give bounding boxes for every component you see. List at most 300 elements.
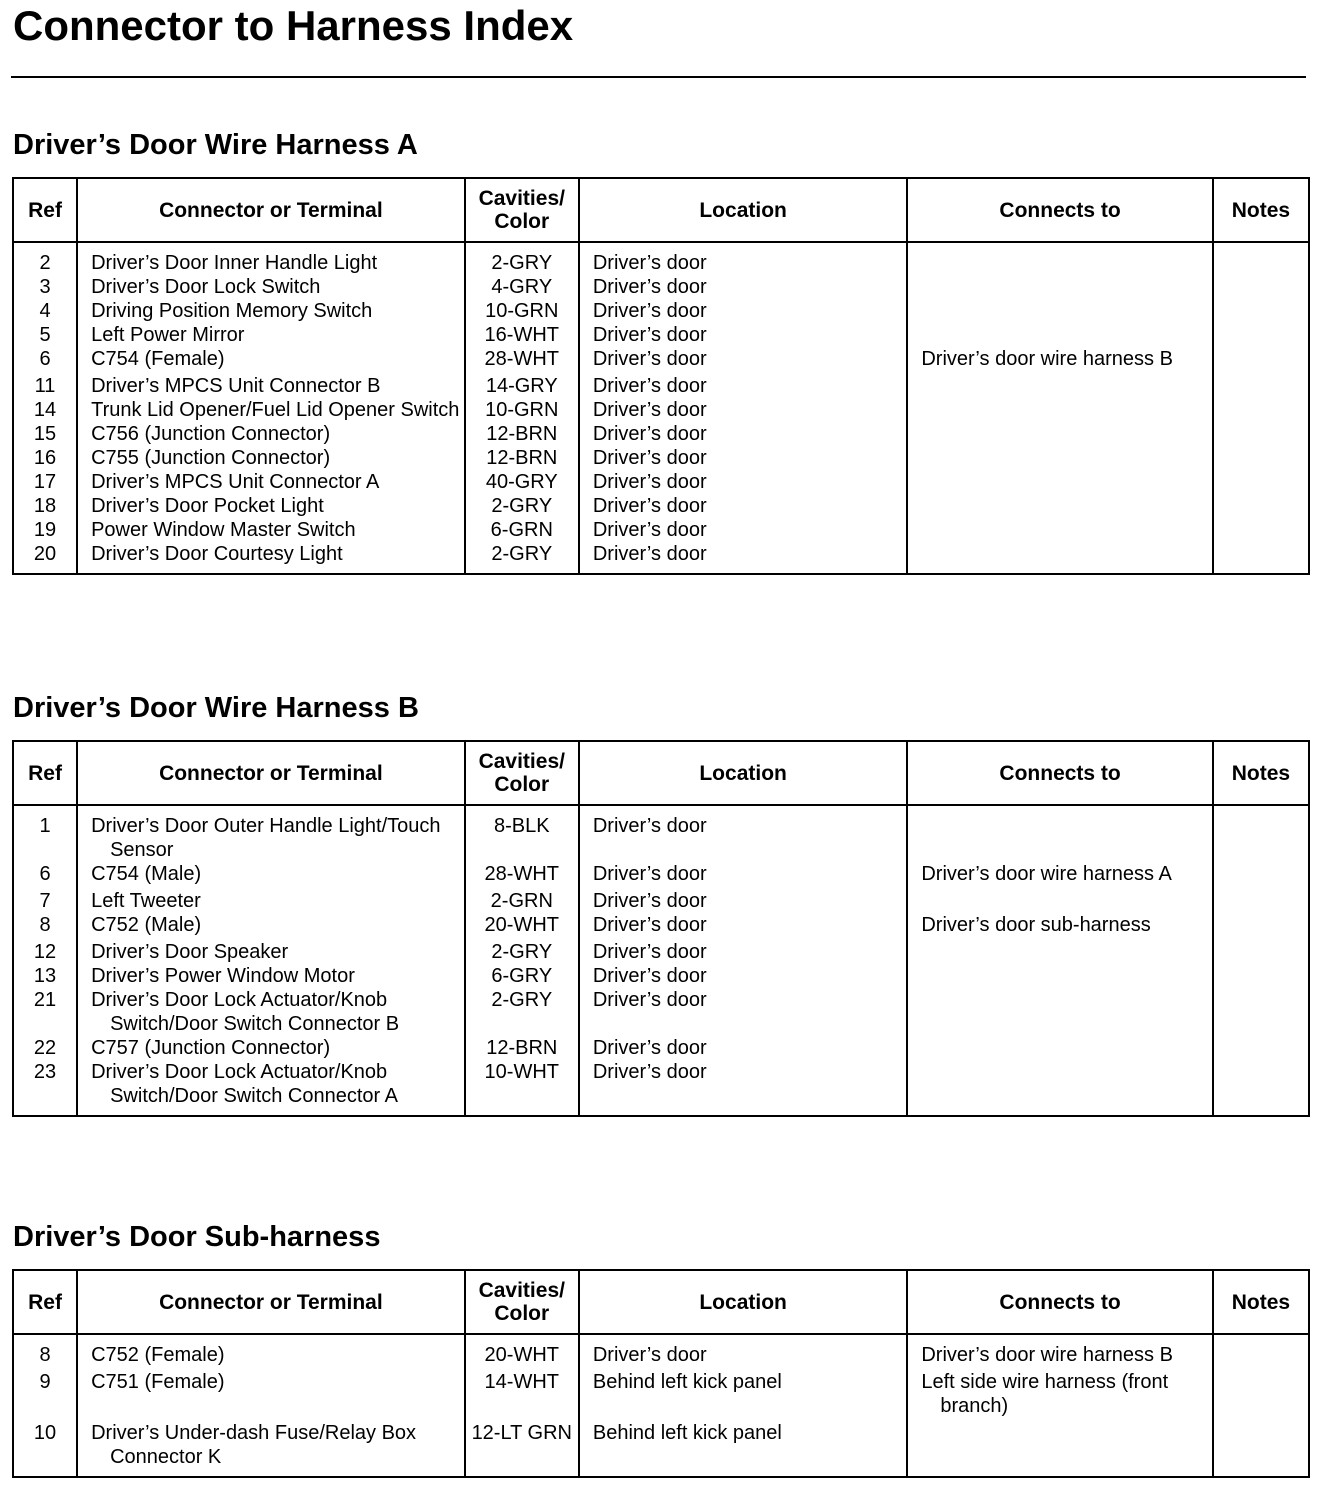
cell-ref-text: 13 — [33, 965, 57, 987]
table-row — [13, 988, 1309, 1036]
cell-connector-text: Driver’s Power Window Motor — [91, 965, 355, 987]
cell-ref — [13, 242, 77, 275]
cell-connector — [77, 323, 465, 347]
cell-connector — [77, 299, 465, 323]
cell-notes — [1213, 940, 1309, 964]
cell-notes — [1213, 988, 1309, 1036]
cell-connects-to — [907, 518, 1212, 542]
cell-connector-text: C751 (Female) — [91, 1371, 225, 1393]
cell-location-text: Driver’s door — [592, 300, 707, 322]
cell-notes — [1213, 494, 1309, 518]
cell-location-text: Driver’s door — [592, 471, 707, 493]
cell-cavities — [465, 323, 579, 347]
cell-connects-to — [907, 542, 1212, 574]
cell-notes — [1213, 1060, 1309, 1116]
cell-connector — [77, 518, 465, 542]
cell-connects-to-text: Driver’s door wire harness B — [921, 1344, 1173, 1366]
cell-ref-text: 23 — [33, 1061, 57, 1083]
table-header-row — [13, 178, 1309, 242]
cell-notes — [1213, 1036, 1309, 1060]
table-row — [13, 323, 1309, 347]
cell-notes — [1213, 862, 1309, 889]
cell-ref — [13, 1036, 77, 1060]
cell-ref — [13, 1060, 77, 1116]
cell-connects-to-text: Driver’s door sub-harness — [921, 914, 1151, 936]
header-ref: Ref — [13, 178, 77, 242]
cell-notes — [1213, 964, 1309, 988]
cell-location — [579, 1036, 908, 1060]
table-row — [13, 470, 1309, 494]
cell-location — [579, 275, 908, 299]
header-cavities: Cavities/ Color — [465, 178, 579, 242]
cell-ref — [13, 323, 77, 347]
cell-cavities-text: 10-GRN — [485, 300, 559, 322]
cell-cavities-text: 2-GRY — [491, 543, 553, 565]
cell-connects-to — [907, 422, 1212, 446]
cell-connects-to-text: Driver’s door wire harness B — [921, 348, 1173, 370]
cell-connects-to — [907, 299, 1212, 323]
cell-connects-to — [907, 446, 1212, 470]
cell-location — [579, 398, 908, 422]
cell-connects-to — [907, 913, 1212, 940]
cell-notes — [1213, 347, 1309, 374]
table-row — [13, 940, 1309, 964]
cell-location — [579, 988, 908, 1036]
cell-connects-to — [907, 1421, 1212, 1477]
cell-location — [579, 299, 908, 323]
cell-ref-text: 6 — [39, 348, 51, 370]
cell-ref — [13, 805, 77, 862]
cell-cavities-text: 10-WHT — [484, 1061, 559, 1083]
cell-connector-text: Left Tweeter — [91, 890, 201, 912]
cell-connector — [77, 542, 465, 574]
cell-connector-text: Driver’s Under-dash Fuse/Relay Box Connector K — [91, 1422, 417, 1468]
cell-location-text: Driver’s door — [592, 815, 707, 837]
header-location: Location — [579, 178, 908, 242]
cell-notes — [1213, 805, 1309, 862]
cell-ref-text: 17 — [33, 471, 57, 493]
cell-location-text: Driver’s door — [592, 348, 707, 370]
cell-cavities-text: 14-GRY — [485, 375, 558, 397]
cell-ref-text: 5 — [39, 324, 51, 346]
cell-connects-to — [907, 470, 1212, 494]
cell-cavities-text: 14-WHT — [484, 1371, 559, 1393]
cell-ref-text: 15 — [33, 423, 57, 445]
cell-connector — [77, 940, 465, 964]
table-row — [13, 275, 1309, 299]
cell-notes — [1213, 542, 1309, 574]
cell-cavities-text: 8-BLK — [493, 815, 550, 837]
cell-location — [579, 470, 908, 494]
cell-connector-text: C752 (Female) — [91, 1344, 225, 1366]
table-row — [13, 862, 1309, 889]
cell-location-text: Driver’s door — [592, 495, 707, 517]
cell-location — [579, 374, 908, 398]
cell-location-text: Driver’s door — [592, 423, 707, 445]
cell-ref-text: 11 — [34, 375, 56, 397]
table-row — [13, 518, 1309, 542]
sub-harness-table — [12, 1269, 1310, 1478]
header-ref: Ref — [13, 741, 77, 805]
cell-location-text: Driver’s door — [592, 375, 707, 397]
header-cavities: Cavities/ Color — [465, 741, 579, 805]
cell-ref-text: 4 — [39, 300, 51, 322]
cell-ref-text: 2 — [39, 252, 51, 274]
cell-cavities-text: 2-GRY — [491, 495, 553, 517]
cell-connector-text: Driver’s MPCS Unit Connector B — [91, 375, 381, 397]
harness-b-table — [12, 740, 1310, 1117]
cell-connects-to-text: Left side wire harness (front branch) — [921, 1371, 1169, 1417]
table-row — [13, 1421, 1309, 1477]
cell-cavities-text: 6-GRN — [490, 519, 553, 541]
table-row — [13, 889, 1309, 913]
cell-connects-to — [907, 494, 1212, 518]
cell-ref-text: 12 — [33, 941, 57, 963]
cell-connector — [77, 374, 465, 398]
cell-connects-to — [907, 242, 1212, 275]
cell-ref-text: 1 — [39, 815, 51, 837]
cell-connector — [77, 1421, 465, 1477]
cell-notes — [1213, 446, 1309, 470]
cell-connector — [77, 275, 465, 299]
cell-ref — [13, 275, 77, 299]
table-header-row — [13, 741, 1309, 805]
cell-notes — [1213, 1334, 1309, 1370]
cell-connects-to — [907, 940, 1212, 964]
table-row — [13, 242, 1309, 275]
cell-notes — [1213, 398, 1309, 422]
table-row — [13, 446, 1309, 470]
cell-cavities-text: 6-GRY — [491, 965, 553, 987]
cell-cavities-text: 20-WHT — [484, 914, 559, 936]
cell-ref-text: 22 — [33, 1037, 57, 1059]
cell-cavities — [465, 988, 579, 1036]
cell-location-text: Driver’s door — [592, 324, 707, 346]
cell-cavities-text: 28-WHT — [484, 863, 559, 885]
cell-cavities — [465, 1060, 579, 1116]
cell-connector — [77, 398, 465, 422]
cell-location-text: Driver’s door — [592, 252, 707, 274]
cell-connector-text: C755 (Junction Connector) — [91, 447, 331, 469]
cell-cavities — [465, 398, 579, 422]
cell-cavities-text: 20-WHT — [484, 1344, 559, 1366]
table-row — [13, 1334, 1309, 1370]
cell-location — [579, 422, 908, 446]
cell-connector — [77, 889, 465, 913]
cell-connects-to — [907, 889, 1212, 913]
cell-ref — [13, 1421, 77, 1477]
cell-cavities — [465, 242, 579, 275]
page-title: Connector to Harness Index — [13, 2, 574, 49]
cell-connector-text: C752 (Male) — [91, 914, 202, 936]
cell-connector-text: Driving Position Memory Switch — [91, 300, 373, 322]
cell-connector-text: Driver’s Door Lock Actuator/Knob Switch/Door Switch Connector A — [91, 1061, 398, 1107]
cell-location — [579, 1370, 908, 1421]
cell-connector-text: Driver’s Door Inner Handle Light — [91, 252, 378, 274]
cell-cavities — [465, 275, 579, 299]
cell-connects-to — [907, 1370, 1212, 1421]
cell-location-text: Driver’s door — [592, 1061, 707, 1083]
cell-connector — [77, 1060, 465, 1116]
cell-location — [579, 805, 908, 862]
cell-location-text: Driver’s door — [592, 1037, 707, 1059]
cell-cavities-text: 2-GRY — [491, 989, 553, 1011]
cell-location-text: Driver’s door — [592, 965, 707, 987]
cell-location-text: Driver’s door — [592, 543, 707, 565]
header-connects-to: Connects to — [907, 178, 1212, 242]
header-connector: Connector or Terminal — [77, 178, 465, 242]
cell-connector — [77, 494, 465, 518]
cell-connector — [77, 1036, 465, 1060]
cell-location-text: Driver’s door — [592, 863, 707, 885]
header-connector: Connector or Terminal — [77, 741, 465, 805]
cell-connector — [77, 805, 465, 862]
cell-location-text: Driver’s door — [592, 1344, 707, 1366]
cell-ref-text: 9 — [39, 1371, 51, 1393]
cell-location — [579, 1421, 908, 1477]
cell-location — [579, 446, 908, 470]
cell-cavities-text: 12-BRN — [486, 1037, 558, 1059]
cell-connector-text: Driver’s Door Pocket Light — [91, 495, 324, 517]
cell-location-text: Behind left kick panel — [592, 1371, 782, 1393]
cell-ref-text: 7 — [39, 890, 51, 912]
cell-notes — [1213, 1421, 1309, 1477]
cell-location — [579, 1060, 908, 1116]
section-title-sub-harness: Driver’s Door Sub-harness — [13, 1221, 381, 1253]
section-title-harness-a: Driver’s Door Wire Harness A — [13, 129, 418, 161]
cell-cavities — [465, 542, 579, 574]
cell-location — [579, 323, 908, 347]
cell-ref — [13, 494, 77, 518]
cell-ref-text: 21 — [33, 989, 57, 1011]
cell-ref — [13, 1334, 77, 1370]
cell-location-text: Driver’s door — [592, 914, 707, 936]
cell-connector-text: C754 (Female) — [91, 348, 225, 370]
table-row — [13, 964, 1309, 988]
cell-cavities — [465, 347, 579, 374]
cell-connects-to — [907, 1060, 1212, 1116]
cell-cavities — [465, 1036, 579, 1060]
title-divider — [11, 76, 1306, 78]
cell-ref — [13, 988, 77, 1036]
cell-cavities — [465, 862, 579, 889]
cell-ref — [13, 1370, 77, 1421]
cell-connects-to — [907, 275, 1212, 299]
cell-notes — [1213, 374, 1309, 398]
cell-cavities-text: 4-GRY — [491, 276, 553, 298]
cell-location-text: Driver’s door — [592, 890, 707, 912]
cell-ref — [13, 470, 77, 494]
cell-location — [579, 494, 908, 518]
cell-connector — [77, 988, 465, 1036]
cell-notes — [1213, 470, 1309, 494]
cell-location-text: Behind left kick panel — [592, 1422, 782, 1444]
cell-ref — [13, 347, 77, 374]
cell-notes — [1213, 889, 1309, 913]
cell-cavities-text: 12-BRN — [486, 423, 558, 445]
cell-ref-text: 20 — [33, 543, 57, 565]
cell-cavities-text: 2-GRY — [491, 941, 553, 963]
cell-cavities — [465, 913, 579, 940]
cell-connects-to — [907, 347, 1212, 374]
cell-cavities — [465, 964, 579, 988]
cell-connects-to — [907, 964, 1212, 988]
cell-cavities — [465, 494, 579, 518]
table-header-row — [13, 1270, 1309, 1334]
header-location: Location — [579, 741, 908, 805]
cell-connector — [77, 470, 465, 494]
cell-cavities — [465, 446, 579, 470]
cell-connector — [77, 446, 465, 470]
cell-connector-text: Driver’s Door Outer Handle Light/Touch Sensor — [91, 815, 441, 861]
cell-cavities-text: 2-GRN — [490, 890, 553, 912]
table-row — [13, 299, 1309, 323]
table-row — [13, 1060, 1309, 1116]
cell-ref-text: 8 — [39, 914, 51, 936]
table-row — [13, 398, 1309, 422]
cell-connector — [77, 242, 465, 275]
table-row — [13, 422, 1309, 446]
cell-connects-to — [907, 374, 1212, 398]
header-cavities: Cavities/ Color — [465, 1270, 579, 1334]
cell-location — [579, 940, 908, 964]
cell-ref-text: 14 — [33, 399, 57, 421]
table-row — [13, 374, 1309, 398]
header-notes: Notes — [1213, 178, 1309, 242]
cell-connector — [77, 913, 465, 940]
header-location: Location — [579, 1270, 908, 1334]
cell-ref-text: 6 — [39, 863, 51, 885]
cell-notes — [1213, 913, 1309, 940]
cell-location-text: Driver’s door — [592, 276, 707, 298]
cell-connects-to — [907, 988, 1212, 1036]
cell-notes — [1213, 242, 1309, 275]
cell-cavities — [465, 1421, 579, 1477]
cell-connector-text: Driver’s Door Speaker — [91, 941, 289, 963]
cell-connects-to — [907, 1036, 1212, 1060]
cell-cavities-text: 10-GRN — [485, 399, 559, 421]
table-row — [13, 913, 1309, 940]
harness-a-table — [12, 177, 1310, 575]
cell-connector-text: Driver’s Door Lock Switch — [91, 276, 321, 298]
cell-ref — [13, 964, 77, 988]
cell-location — [579, 862, 908, 889]
cell-ref — [13, 542, 77, 574]
cell-location — [579, 1334, 908, 1370]
table-row — [13, 347, 1309, 374]
cell-ref-text: 3 — [39, 276, 51, 298]
cell-location — [579, 964, 908, 988]
cell-cavities-text: 28-WHT — [484, 348, 559, 370]
cell-connector-text: Driver’s Door Lock Actuator/Knob Switch/Door Switch Connector B — [91, 989, 400, 1035]
cell-notes — [1213, 518, 1309, 542]
cell-ref — [13, 518, 77, 542]
cell-connector — [77, 862, 465, 889]
cell-location — [579, 347, 908, 374]
cell-connector-text: C754 (Male) — [91, 863, 202, 885]
cell-cavities — [465, 374, 579, 398]
cell-cavities — [465, 1370, 579, 1421]
cell-location-text: Driver’s door — [592, 447, 707, 469]
cell-connector — [77, 1334, 465, 1370]
cell-location — [579, 242, 908, 275]
cell-ref-text: 16 — [33, 447, 57, 469]
cell-connector-text: Driver’s Door Courtesy Light — [91, 543, 343, 565]
cell-connector-text: C757 (Junction Connector) — [91, 1037, 331, 1059]
cell-connector — [77, 1370, 465, 1421]
cell-ref — [13, 889, 77, 913]
cell-cavities — [465, 299, 579, 323]
cell-connector-text: C756 (Junction Connector) — [91, 423, 331, 445]
cell-cavities — [465, 422, 579, 446]
table-row — [13, 1370, 1309, 1421]
cell-location — [579, 889, 908, 913]
cell-location — [579, 913, 908, 940]
header-notes: Notes — [1213, 1270, 1309, 1334]
cell-location-text: Driver’s door — [592, 941, 707, 963]
cell-notes — [1213, 422, 1309, 446]
cell-cavities-text: 12-BRN — [486, 447, 558, 469]
cell-connects-to — [907, 323, 1212, 347]
cell-cavities-text: 16-WHT — [484, 324, 559, 346]
cell-connects-to — [907, 805, 1212, 862]
cell-location-text: Driver’s door — [592, 399, 707, 421]
table-row — [13, 542, 1309, 574]
cell-ref-text: 8 — [39, 1344, 51, 1366]
cell-cavities-text: 2-GRY — [491, 252, 553, 274]
cell-connects-to — [907, 1334, 1212, 1370]
cell-cavities — [465, 940, 579, 964]
cell-ref-text: 10 — [33, 1422, 57, 1444]
table-row — [13, 494, 1309, 518]
header-notes: Notes — [1213, 741, 1309, 805]
cell-connects-to-text: Driver’s door wire harness A — [921, 863, 1172, 885]
table-row — [13, 805, 1309, 862]
cell-connects-to — [907, 398, 1212, 422]
cell-ref — [13, 862, 77, 889]
cell-notes — [1213, 299, 1309, 323]
section-title-harness-b: Driver’s Door Wire Harness B — [13, 692, 419, 724]
cell-location-text: Driver’s door — [592, 519, 707, 541]
cell-connector-text: Driver’s MPCS Unit Connector A — [91, 471, 380, 493]
cell-cavities — [465, 889, 579, 913]
cell-ref — [13, 940, 77, 964]
cell-ref-text: 19 — [33, 519, 57, 541]
cell-connector-text: Left Power Mirror — [91, 324, 245, 346]
cell-location — [579, 542, 908, 574]
cell-ref — [13, 299, 77, 323]
cell-cavities-text: 40-GRY — [485, 471, 558, 493]
cell-ref — [13, 374, 77, 398]
header-connects-to: Connects to — [907, 741, 1212, 805]
cell-ref — [13, 446, 77, 470]
cell-cavities-text: 12-LT GRN — [471, 1422, 572, 1444]
cell-connects-to — [907, 862, 1212, 889]
cell-notes — [1213, 275, 1309, 299]
cell-location — [579, 518, 908, 542]
cell-cavities — [465, 1334, 579, 1370]
cell-notes — [1213, 1370, 1309, 1421]
cell-connector — [77, 964, 465, 988]
cell-notes — [1213, 323, 1309, 347]
cell-connector-text: Trunk Lid Opener/Fuel Lid Opener Switch — [91, 399, 460, 421]
cell-connector-text: Power Window Master Switch — [91, 519, 356, 541]
cell-cavities — [465, 805, 579, 862]
cell-ref — [13, 398, 77, 422]
cell-connector — [77, 347, 465, 374]
header-ref: Ref — [13, 1270, 77, 1334]
cell-cavities — [465, 470, 579, 494]
